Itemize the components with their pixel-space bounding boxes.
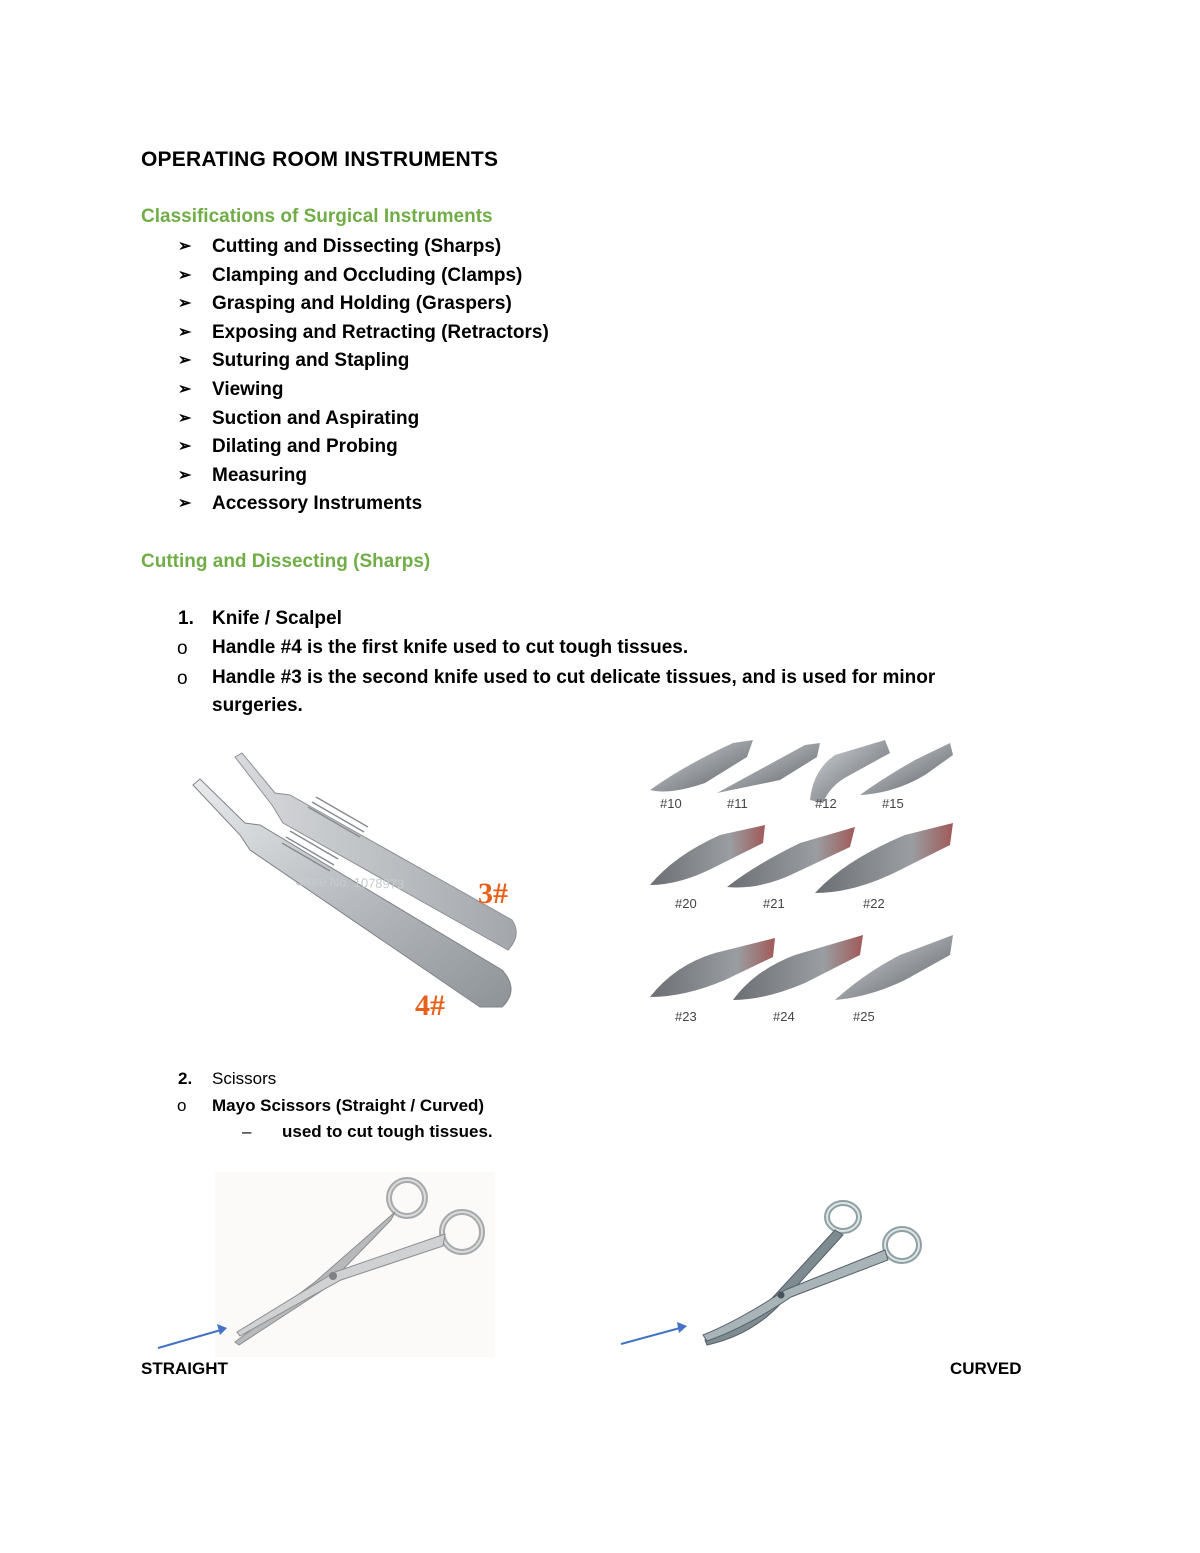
cutting-heading: Cutting and Dissecting (Sharps) <box>141 551 431 572</box>
caption-curved: CURVED <box>950 1359 1022 1378</box>
blade-label: #15 <box>882 796 904 811</box>
blade-label: #22 <box>863 896 885 911</box>
bullet-text: Handle #3 is the second knife used to cut delicate tissues, and is used for minor <box>212 667 936 688</box>
list-item: ➢ Accessory Instruments <box>178 490 549 519</box>
blade-label: #23 <box>675 1009 697 1024</box>
straight-scissors-image <box>215 1172 495 1357</box>
arrow-bullet-icon: ➢ <box>178 238 192 255</box>
item-number: 1. <box>178 608 194 629</box>
arrow-bullet-icon: ➢ <box>178 295 192 313</box>
mayo-scissors-text: Mayo Scissors (Straight / Curved) <box>212 1096 485 1115</box>
arrow-bullet-icon: ➢ <box>178 352 192 370</box>
circle-bullet: o <box>177 1096 187 1115</box>
list-item: ➢ Viewing <box>178 376 549 405</box>
bullet-text: Handle #4 is the first knife used to cut tough tissues. <box>212 637 689 658</box>
item-label-scissors: Scissors <box>212 1069 277 1088</box>
arrow-bullet-icon: ➢ <box>178 323 192 341</box>
item-label-knife: Knife / Scalpel <box>212 608 342 629</box>
classification-list <box>178 233 549 519</box>
curved-scissors-image <box>685 1195 925 1365</box>
list-item: ➢ Exposing and Retracting (Retractors) <box>178 319 549 348</box>
blade-label: #12 <box>815 796 837 811</box>
arrow-bullet-icon: ➢ <box>178 380 192 398</box>
arrow-bullet-icon: ➢ <box>178 266 192 284</box>
list-item: ➢ Suturing and Stapling <box>178 347 549 376</box>
arrow-bullet-icon: ➢ <box>178 409 192 427</box>
list-item: ➢ Clamping and Occluding (Clamps) <box>178 262 549 291</box>
arrow-bullet-icon: ➢ <box>178 438 192 456</box>
classifications-heading: Classifications of Surgical Instruments <box>141 206 493 227</box>
handle-label-4: 4# <box>415 989 445 1022</box>
blade-label: #20 <box>675 896 697 911</box>
arrow-straight-icon <box>155 1322 235 1352</box>
arrow-curved-icon <box>618 1318 698 1348</box>
list-item: ➢ Grasping and Holding (Graspers) <box>178 290 549 319</box>
watermark: Store No. 1078973 <box>294 873 405 892</box>
circle-bullet: o <box>177 668 188 689</box>
blade-label: #11 <box>727 796 748 811</box>
arrow-bullet-icon: ➢ <box>178 495 192 513</box>
circle-bullet: o <box>177 638 188 659</box>
list-item: ➢ Dilating and Probing <box>178 433 549 462</box>
mayo-description: used to cut tough tissues. <box>282 1122 493 1141</box>
page-title: OPERATING ROOM INSTRUMENTS <box>141 148 499 171</box>
blade-12 <box>810 740 890 803</box>
dash-bullet: – <box>242 1122 252 1141</box>
blade-label: #24 <box>773 1009 795 1024</box>
list-item: ➢ Measuring <box>178 462 549 491</box>
scalpel-handles-image <box>190 745 520 1035</box>
arrow-bullet-icon: ➢ <box>178 466 192 484</box>
caption-straight: STRAIGHT <box>141 1359 228 1378</box>
list-item: ➢ Suction and Aspirating <box>178 405 549 434</box>
list-item: ➢ Cutting and Dissecting (Sharps) <box>178 233 549 262</box>
handle-label-3: 3# <box>478 877 508 910</box>
item-number: 2. <box>178 1069 193 1088</box>
blade-label: #21 <box>763 896 785 911</box>
scalpel-blades-image <box>645 735 965 1035</box>
blade-label: #10 <box>660 796 682 811</box>
blade-label: #25 <box>853 1009 875 1024</box>
bullet-text-continued: surgeries. <box>212 695 303 716</box>
